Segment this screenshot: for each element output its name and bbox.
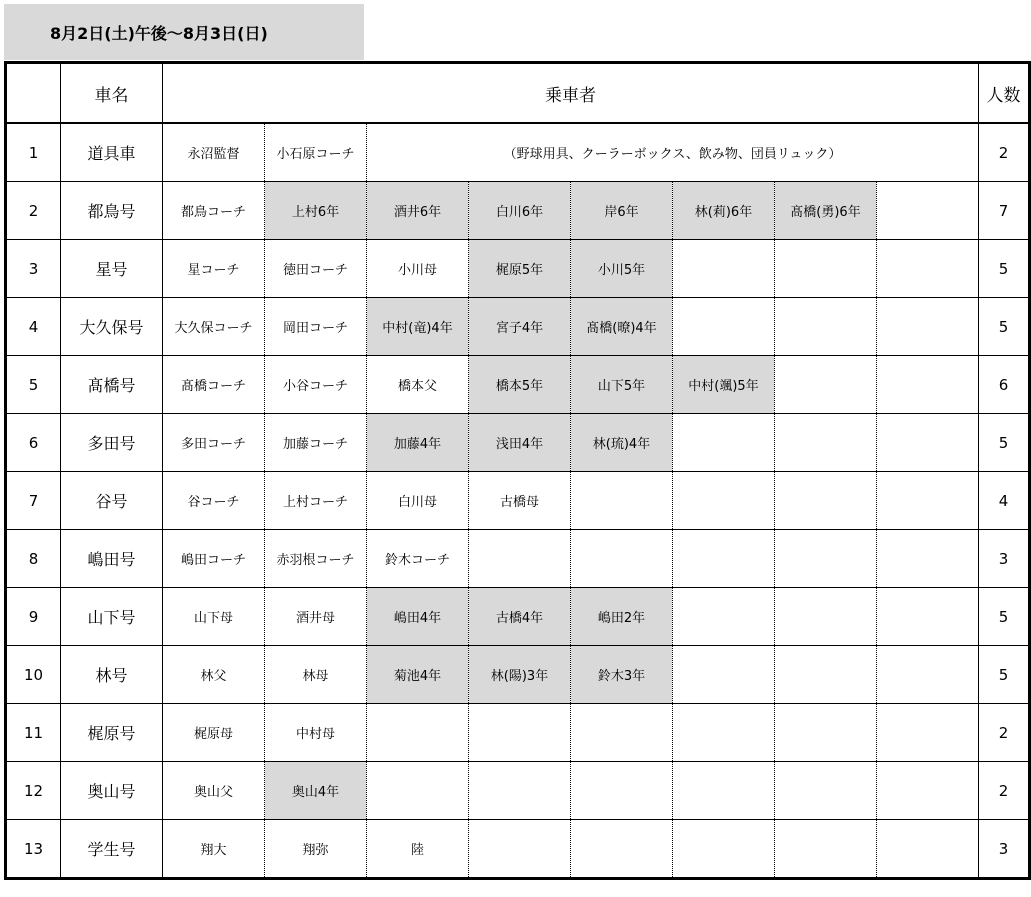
rider-cell <box>877 356 979 414</box>
rider-cell: 陸 <box>367 820 469 879</box>
table-row <box>6 182 1030 240</box>
passenger-count: 3 <box>979 820 1030 879</box>
rider-cell: 嶋田2年 <box>571 588 673 646</box>
passenger-count: 7 <box>979 182 1030 240</box>
table-row <box>6 588 1030 646</box>
rider-cell <box>775 588 877 646</box>
rider-cell: 酒井6年 <box>367 182 469 240</box>
rider-cell <box>469 530 571 588</box>
rider-cell: 上村コーチ <box>265 472 367 530</box>
rider-cell <box>877 646 979 704</box>
equipment-note: （野球用具、クーラーボックス、飲み物、団員リュック） <box>367 123 979 182</box>
rider-cell <box>775 356 877 414</box>
passenger-count: 5 <box>979 588 1030 646</box>
rider-cell <box>775 472 877 530</box>
rider-cell <box>673 646 775 704</box>
rider-cell <box>469 704 571 762</box>
rider-cell: 翔大 <box>163 820 265 879</box>
passenger-count: 3 <box>979 530 1030 588</box>
rider-cell <box>775 298 877 356</box>
table-row <box>6 240 1030 298</box>
table-row <box>6 414 1030 472</box>
rider-cell: 髙橋(暸)4年 <box>571 298 673 356</box>
rider-cell: 林父 <box>163 646 265 704</box>
table-row <box>6 472 1030 530</box>
rider-cell <box>469 762 571 820</box>
rider-cell <box>877 762 979 820</box>
rider-cell: 中村(竜)4年 <box>367 298 469 356</box>
row-number: 10 <box>6 646 61 704</box>
rider-cell <box>775 414 877 472</box>
car-name: 多田号 <box>61 414 163 472</box>
rider-cell <box>673 530 775 588</box>
car-name: 髙橋号 <box>61 356 163 414</box>
rider-cell: 梶原母 <box>163 704 265 762</box>
rider-cell: 林(陽)3年 <box>469 646 571 704</box>
car-name: 星号 <box>61 240 163 298</box>
rider-cell <box>877 530 979 588</box>
car-name: 梶原号 <box>61 704 163 762</box>
rider-cell: 白川母 <box>367 472 469 530</box>
passenger-count: 2 <box>979 123 1030 182</box>
car-name: 学生号 <box>61 820 163 879</box>
rider-cell <box>571 704 673 762</box>
table-row <box>6 820 1030 879</box>
rider-cell <box>367 704 469 762</box>
rider-cell: 嶋田4年 <box>367 588 469 646</box>
row-number: 7 <box>6 472 61 530</box>
rider-cell: 白川6年 <box>469 182 571 240</box>
car-name: 都鳥号 <box>61 182 163 240</box>
rider-cell: 小川5年 <box>571 240 673 298</box>
rider-cell <box>877 414 979 472</box>
row-number: 1 <box>6 123 61 182</box>
rider-cell: 中村(颯)5年 <box>673 356 775 414</box>
rider-cell: 宮子4年 <box>469 298 571 356</box>
table-row <box>6 356 1030 414</box>
rider-cell <box>775 704 877 762</box>
car-name: 山下号 <box>61 588 163 646</box>
rider-cell: 浅田4年 <box>469 414 571 472</box>
rider-cell: 林(莉)6年 <box>673 182 775 240</box>
rider-cell <box>775 646 877 704</box>
row-number: 2 <box>6 182 61 240</box>
row-number: 8 <box>6 530 61 588</box>
rider-cell: 徳田コーチ <box>265 240 367 298</box>
rider-cell: 林(琉)4年 <box>571 414 673 472</box>
table-row <box>6 704 1030 762</box>
car-name: 林号 <box>61 646 163 704</box>
rider-cell: 谷コーチ <box>163 472 265 530</box>
row-number: 6 <box>6 414 61 472</box>
passenger-count: 5 <box>979 646 1030 704</box>
row-number: 13 <box>6 820 61 879</box>
row-number: 12 <box>6 762 61 820</box>
rider-cell: 赤羽根コーチ <box>265 530 367 588</box>
rider-cell: 橋本5年 <box>469 356 571 414</box>
rider-cell <box>367 762 469 820</box>
table-row <box>6 530 1030 588</box>
rider-cell <box>877 472 979 530</box>
rider-cell <box>673 588 775 646</box>
rider-cell: 大久保コーチ <box>163 298 265 356</box>
rider-cell <box>673 820 775 879</box>
row-number: 4 <box>6 298 61 356</box>
rider-cell: 中村母 <box>265 704 367 762</box>
header-no <box>6 63 61 124</box>
header-row <box>6 63 1030 124</box>
header-car-name: 車名 <box>61 63 163 124</box>
rider-cell <box>877 298 979 356</box>
table-row <box>6 762 1030 820</box>
row-number: 5 <box>6 356 61 414</box>
rider-cell <box>673 762 775 820</box>
rider-cell <box>775 820 877 879</box>
rider-cell: 嶋田コーチ <box>163 530 265 588</box>
passenger-count: 2 <box>979 704 1030 762</box>
rider-cell: 永沼監督 <box>163 123 265 182</box>
rider-cell <box>469 820 571 879</box>
rider-cell <box>571 762 673 820</box>
rider-cell: 古橋4年 <box>469 588 571 646</box>
car-name: 嶋田号 <box>61 530 163 588</box>
car-name: 谷号 <box>61 472 163 530</box>
rider-cell: 加藤コーチ <box>265 414 367 472</box>
table-row <box>6 646 1030 704</box>
rider-cell: 小川母 <box>367 240 469 298</box>
rider-cell: 山下5年 <box>571 356 673 414</box>
passenger-count: 5 <box>979 414 1030 472</box>
rider-cell <box>877 240 979 298</box>
rider-cell <box>673 240 775 298</box>
row-number: 9 <box>6 588 61 646</box>
rider-cell: 上村6年 <box>265 182 367 240</box>
rider-cell <box>673 298 775 356</box>
rider-cell: 菊池4年 <box>367 646 469 704</box>
carpool-table <box>4 61 1031 880</box>
rider-cell <box>571 530 673 588</box>
rider-cell: 髙橋(勇)6年 <box>775 182 877 240</box>
rider-cell: 古橋母 <box>469 472 571 530</box>
header-count: 人数 <box>979 63 1030 124</box>
car-name: 大久保号 <box>61 298 163 356</box>
rider-cell <box>571 472 673 530</box>
passenger-count: 5 <box>979 298 1030 356</box>
passenger-count: 4 <box>979 472 1030 530</box>
rider-cell: 小石原コーチ <box>265 123 367 182</box>
rider-cell <box>877 588 979 646</box>
row-number: 3 <box>6 240 61 298</box>
rider-cell: 岸6年 <box>571 182 673 240</box>
rider-cell: 多田コーチ <box>163 414 265 472</box>
rider-cell: 奥山父 <box>163 762 265 820</box>
header-riders: 乗車者 <box>163 63 979 124</box>
table-row <box>6 123 1030 182</box>
date-range-header: 8月2日(土)午後～8月3日(日) <box>4 4 364 60</box>
rider-cell: 山下母 <box>163 588 265 646</box>
rider-cell: 星コーチ <box>163 240 265 298</box>
rider-cell: 梶原5年 <box>469 240 571 298</box>
row-number: 11 <box>6 704 61 762</box>
rider-cell: 加藤4年 <box>367 414 469 472</box>
car-name: 奥山号 <box>61 762 163 820</box>
rider-cell: 酒井母 <box>265 588 367 646</box>
rider-cell: 鈴木コーチ <box>367 530 469 588</box>
rider-cell: 橋本父 <box>367 356 469 414</box>
rider-cell <box>775 530 877 588</box>
passenger-count: 2 <box>979 762 1030 820</box>
rider-cell: 岡田コーチ <box>265 298 367 356</box>
rider-cell: 髙橋コーチ <box>163 356 265 414</box>
rider-cell: 都鳥コーチ <box>163 182 265 240</box>
passenger-count: 6 <box>979 356 1030 414</box>
rider-cell: 奥山4年 <box>265 762 367 820</box>
table-row <box>6 298 1030 356</box>
rider-cell: 翔弥 <box>265 820 367 879</box>
rider-cell <box>775 240 877 298</box>
rider-cell: 林母 <box>265 646 367 704</box>
rider-cell <box>775 762 877 820</box>
rider-cell <box>877 182 979 240</box>
rider-cell <box>673 414 775 472</box>
rider-cell: 小谷コーチ <box>265 356 367 414</box>
rider-cell <box>571 820 673 879</box>
rider-cell: 鈴木3年 <box>571 646 673 704</box>
rider-cell <box>877 820 979 879</box>
passenger-count: 5 <box>979 240 1030 298</box>
rider-cell <box>877 704 979 762</box>
rider-cell <box>673 704 775 762</box>
car-name: 道具車 <box>61 123 163 182</box>
rider-cell <box>673 472 775 530</box>
